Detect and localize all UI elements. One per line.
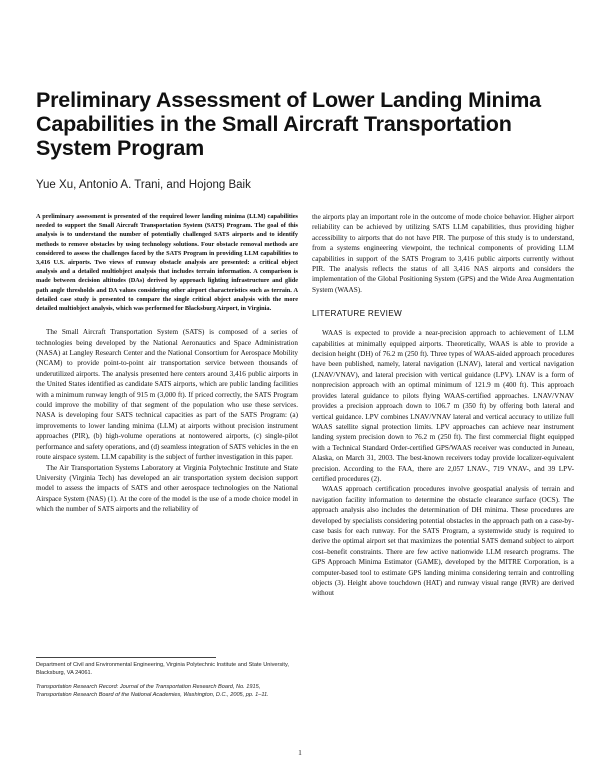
abstract: A preliminary assessment is presented of the required lower landing minima (LLM) capabilities needed to support the Small Aircraft Transportation System (SATS) Program. The goal of this analysis is to understand the number of potentially challenged SATS airports and to identify methods to remove obstacles by using technology solutions. Four obstacle removal methods are considered to assess the challenges faced by the SATS Program in providing LLM capabilities to 3,416 U.S. airports. Two views of runway obstacle analysis are presented: a critical object analysis and a detailed multiobject analysis that includes terrain information. A comparison is made between decision altitudes (DAs) derived by approach lighting infrastructure and glide path angle thresholds and DA values considering other airport characteristics such as terrain. A detailed case study is presented to compare the single critical object analysis with the more detailed multiobject analysis, which was performed for Blacksburg Airport, in Virginia.: [36, 213, 298, 313]
author-list: Yue Xu, Antonio A. Trani, and Hojong Baik: [36, 179, 251, 191]
section-heading: LITERATURE REVIEW: [312, 309, 403, 319]
paper-title: Preliminary Assessment of Lower Landing Minima Capabilities in the Small Aircraft Transportation System Program: [36, 88, 541, 160]
body-paragraph: The Air Transportation Systems Laboratory at Virginia Polytechnic Institute and State University (Virginia Tech) has developed an air transportation system decision support model to assess the impacts of SATS and other aerospace technologies on the National Airspace System (NAS) (1). At the core of the model is the use of a mode choice model in which the number of SATS airports and the reliability of: [36, 463, 298, 514]
right-column: [312, 212, 574, 599]
left-column: [36, 212, 298, 515]
footnote-divider: [36, 657, 216, 658]
body-paragraph: WAAS approach certification procedures involve geospatial analysis of terrain and navigation facility information to determine the obstacle clearance surface (OCS). The approach analysis also includes the determination of DH minima. These procedures are developed by specialists considering potential obstacles in the approach path on a case-by-case basis for each runway. For the SATS Program, a systemwide study is required to derive the optimal airport set that maximizes the potential SATS demand subject to airport cost–benefit constraints. There are few active nationwide LLM research programs. The GPS Approach Minima Estimator (GAME), developed by the MITRE Corporation, is a computer-based tool to estimate GPS landing minima considering terrain and controlling objects (3). Height above touchdown (HAT) and runway visual range (RVR) are derived without: [312, 485, 574, 598]
body-paragraph: WAAS is expected to provide a near-precision approach to achievement of LLM capabilities at minimally equipped airports. Theoretically, WAAS is able to provide a decision height (DH) of 76.2 m (250 ft). Three types of WAAS-aided approach procedures have been published, namely, lateral navigation (LNAV), lateral and vertical navigation (LNAV/VNAV), and lateral precision with vertical guidance (LPV). LNAV is a form of nonprecision approach with an optimal minimum of 121.9 m (400 ft). This approach provides lateral guidance to pilots flying WAAS-certified approaches. LNAV/VNAV provides a precision approach down to 106.7 m (350 ft) by offering both lateral and vertical guidance. LPV combines LNAV/VNAV lateral and vertical accuracy to utilize full WAAS satellite signal protection limits. LPV approaches can achieve near instrument landing system precision down to 76.2 m (250 ft). The first commercial flight equipped with a Technical Standard Order-certified GPS/WAAS receiver was conducted in Juneau, Alaska, on March 31, 2003. The best-known receivers today provide localizer-equivalent precision. According to the FAA, there are 2,057 LNAV-, 719 VNAV-, and 39 LPV-certified procedures (2).: [312, 329, 574, 483]
footnote-affiliation: Department of Civil and Environmental Engineering, Virginia Polytechnic Institute and State University, Blacksburg, VA 24061.: [36, 662, 289, 677]
body-paragraph-continued: the airports play an important role in the outcome of mode choice behavior. Higher airport reliability can be achieved by utilizing SATS LLM capabilities, thus providing higher accessibility to airports that do not have PIR. The purpose of this study is to understand, from a systems engineering viewpoint, the technical components of providing LLM capabilities in support of the SATS Program to 3,416 public airports currently without PIR. The analysis reflects the status of all 3,416 NAS airports and considers the implementation of the Global Positioning System (GPS) and the Wide Area Augmentation System (WAAS).: [312, 213, 574, 294]
footnote-journal: Transportation Research Record: Journal of the Transportation Research Board, No. 1915, Transportation Research Board of the National Academies, Washington, D.C., 2005, pp. 1–11.: [36, 684, 269, 699]
page-number: 1: [298, 748, 302, 757]
body-paragraph: The Small Aircraft Transportation System (SATS) is composed of a series of technologies being developed by the National Aeronautics and Space Administration (NASA) at Langley Research Center and the National Consortium for Aerospace Mobility (NCAM) to provide point-to-point air transportation service between thousands of underutilized airports. The analysis presented here centers around 3,416 public airports in the United States identified as candidate SATS airports, which are public landing facilities with a minimum runway length of 915 m (3,000 ft). If priced correctly, the SATS Program could improve the mobility of that segment of the population who use these services. NASA is developing four SATS technical capacities as part of the SATS Program: (a) improvements to lower landing minima (LLM) at airports without precision instrument approaches (PIR), (b) high-volume operations at nontowered airports, (c) single-pilot performance and safety operations, and (d) seamless integration of SATS vehicles in the en route airspace system. LLM capability is the subject of further investigation in this paper.: [36, 328, 298, 462]
